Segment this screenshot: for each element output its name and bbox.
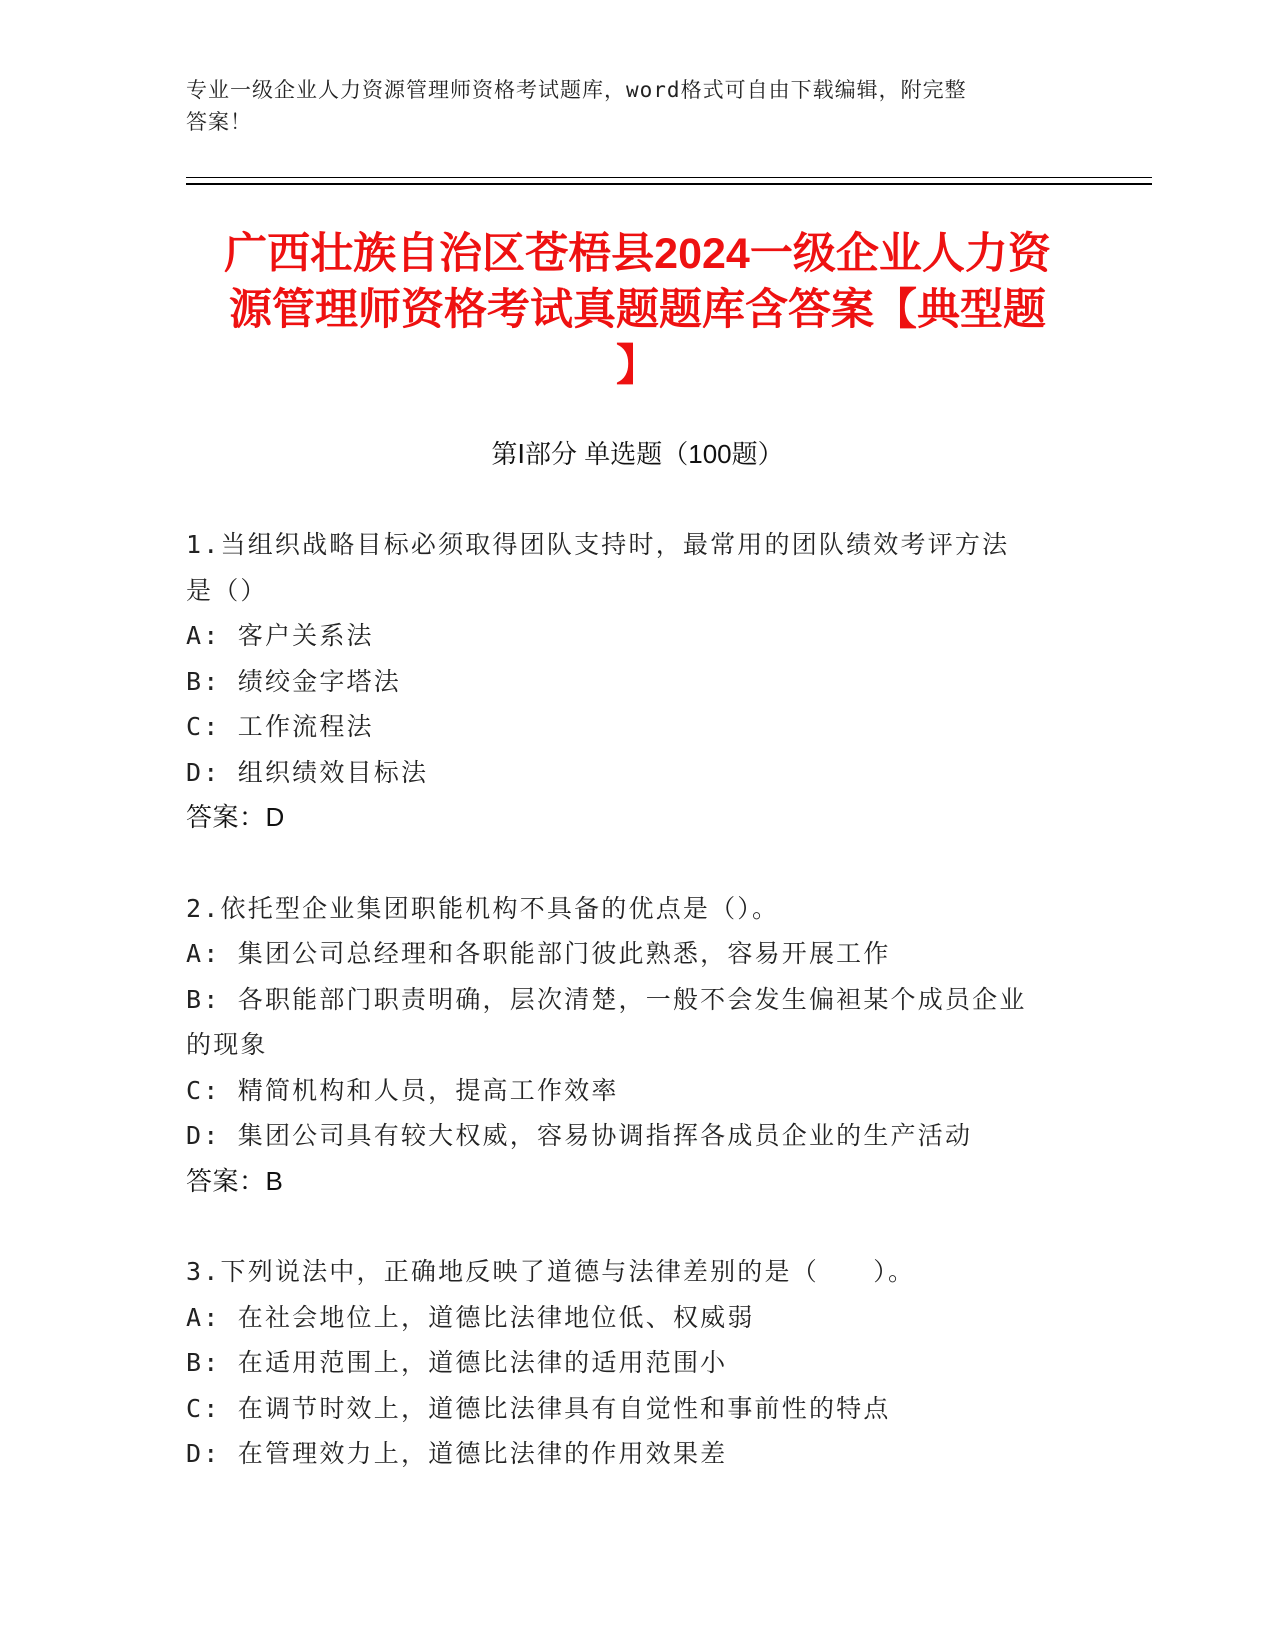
option-b-continued: 的现象	[186, 1030, 268, 1059]
question-list	[186, 522, 1066, 1522]
header-note-line-1: 专业一级企业人力资源管理师资格考试题库，word格式可自由下载编辑，附完整	[186, 78, 967, 102]
option-a: A: 在社会地位上，道德比法律地位低、权威弱	[186, 1302, 755, 1332]
question-1	[186, 522, 1066, 841]
answer-label: 答案：B	[186, 1165, 284, 1196]
header-note	[186, 74, 1066, 138]
option-b: B: 各职能部门职责明确，层次清楚，一般不会发生偏袒某个成员企业	[186, 984, 1027, 1014]
header-divider-bottom	[186, 183, 1152, 185]
option-a: A: 客户关系法	[186, 621, 374, 650]
question-stem: 3.下列说法中，正确地反映了道德与法律差别的是（ ）。	[186, 1257, 916, 1286]
option-d: D: 组织绩效目标法	[186, 757, 429, 787]
header-note-line-2: 答案！	[186, 110, 252, 134]
question-stem: 是（）	[186, 575, 268, 605]
document-title	[160, 226, 1115, 394]
option-c: C: 工作流程法	[186, 712, 374, 741]
section-heading: 第Ⅰ部分 单选题（100题）	[491, 439, 784, 469]
question-stem: 2.依托型企业集团职能机构不具备的优点是（）。	[186, 893, 780, 923]
document-title-line-3: 】	[616, 342, 659, 390]
question-3	[186, 1249, 1066, 1477]
document-title-line-2: 源管理师资格考试真题题库含答案【典型题	[229, 286, 1046, 334]
option-a: A: 集团公司总经理和各职能部门彼此熟悉，容易开展工作	[186, 939, 891, 968]
question-2	[186, 886, 1066, 1205]
document-title-line-1: 广西壮族自治区苍梧县2024一级企业人力资	[224, 230, 1051, 278]
option-b: B: 绩绞金字塔法	[186, 666, 401, 696]
option-b: B: 在适用范围上，道德比法律的适用范围小	[186, 1348, 728, 1377]
answer-label: 答案：D	[186, 802, 285, 832]
option-c: C: 精简机构和人员，提高工作效率	[186, 1075, 619, 1105]
header-divider-top	[186, 177, 1152, 178]
question-stem: 1.当组织战略目标必须取得团队支持时，最常用的团队绩效考评方法	[186, 530, 1010, 559]
option-d: D: 集团公司具有较大权威，容易协调指挥各成员企业的生产活动	[186, 1121, 973, 1150]
option-c: C: 在调节时效上，道德比法律具有自觉性和事前性的特点	[186, 1393, 891, 1423]
option-d: D: 在管理效力上，道德比法律的作用效果差	[186, 1439, 728, 1468]
